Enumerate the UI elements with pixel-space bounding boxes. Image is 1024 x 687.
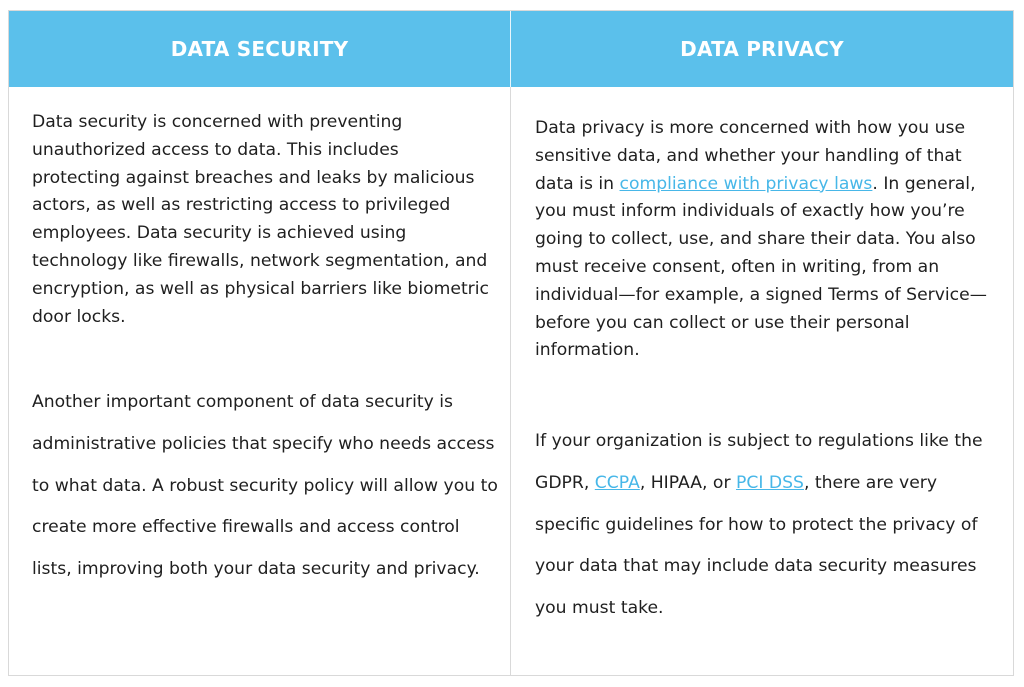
header-data-privacy	[511, 11, 1013, 87]
security-paragraph-2: Another important component of data security is administrative policies that specify who needs access to what data. A robust security policy will allow you to create more effective firewalls and access control lists, improving both your data security and privacy.	[32, 392, 498, 580]
header-data-security-label: DATA SECURITY	[170, 37, 349, 61]
privacy-paragraph-1-text-a: Data privacy is more concerned with how you use sensitive data, and whether your handling of that data is in	[535, 118, 966, 194]
privacy-cell	[511, 87, 1013, 675]
privacy-paragraph-2	[535, 421, 997, 630]
security-paragraph-1: Data security is concerned with preventing unauthorized access to data. This includes protecting against breaches and leaks by malicious actors, as well as restricting access to privileged employees. Data security is achieved using technology like firewalls, network segmentation, and encryption, as well as physical barriers like biometric door locks.	[32, 112, 489, 327]
ccpa-link[interactable]: CCPA	[594, 472, 640, 493]
security-cell	[9, 87, 511, 675]
compliance-privacy-laws-link[interactable]: compliance with privacy laws	[619, 173, 873, 194]
pci-dss-link[interactable]: PCI DSS	[735, 472, 804, 493]
comparison-table	[8, 10, 1014, 676]
privacy-paragraph-2-text-a: If your organization is subject to regulations like the GDPR,	[535, 431, 983, 493]
privacy-paragraph-1	[535, 115, 997, 365]
privacy-paragraph-1-text-b: . In general, you must inform individuals of exactly how you’re going to collect, use, and share their data. You also must receive consent, often in writing, from an individual—for example, a signed Terms of Service—before you can collect or use their personal information.	[535, 173, 987, 361]
header-data-security	[9, 11, 511, 87]
privacy-paragraph-2-text-c: , there are very specific guidelines for how to protect the privacy of your data that may include data security measures you must take.	[535, 472, 978, 619]
privacy-paragraph-2-text-b: , HIPAA, or	[639, 472, 736, 493]
header-data-privacy-label: DATA PRIVACY	[680, 37, 844, 61]
